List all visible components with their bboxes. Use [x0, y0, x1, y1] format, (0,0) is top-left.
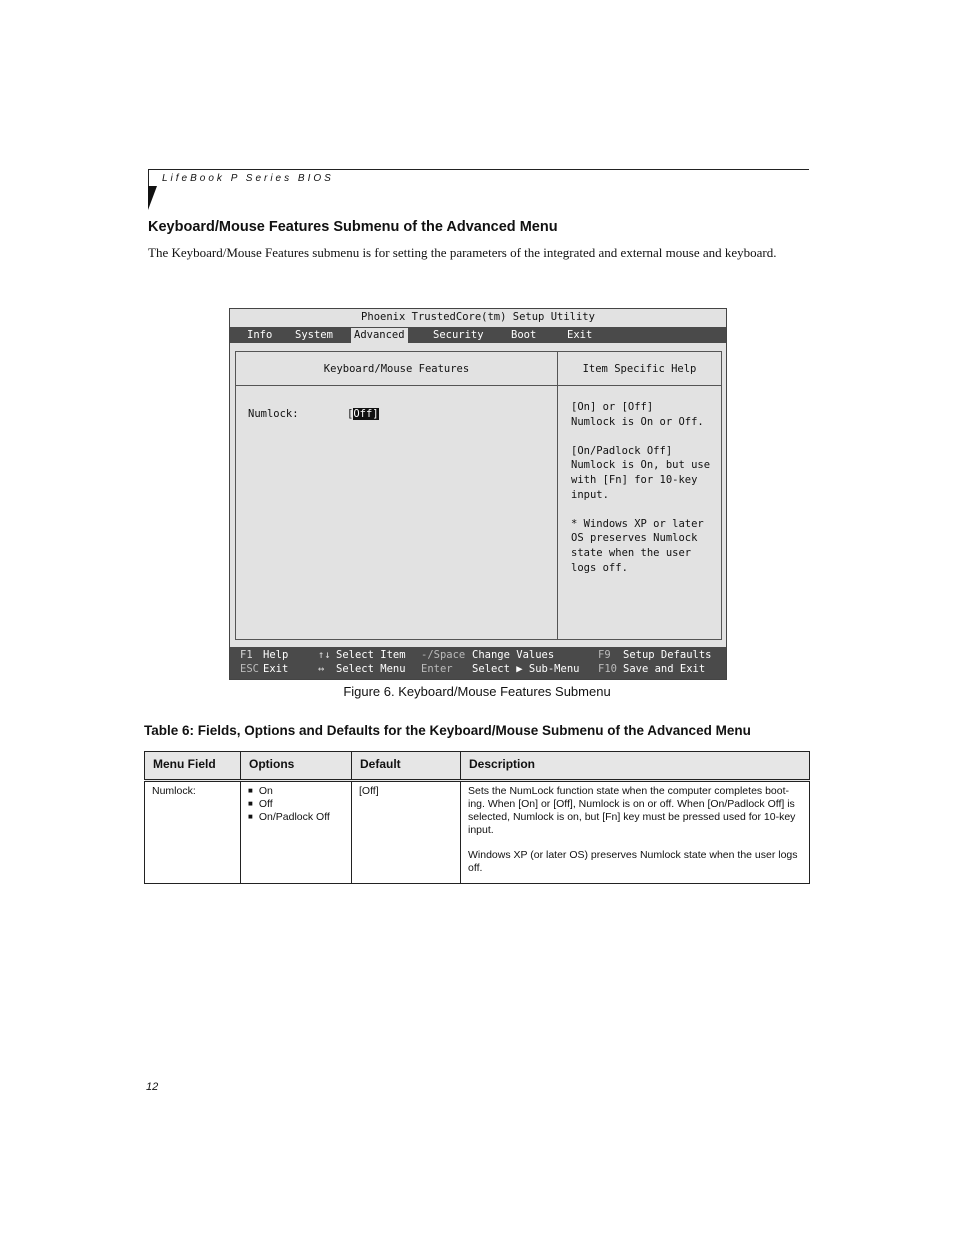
- bios-panel: [235, 351, 722, 640]
- header-wedge-mark: [148, 186, 157, 210]
- footer-save-exit: Save and Exit: [623, 663, 706, 675]
- figure-caption: Figure 6. Keyboard/Mouse Features Submenu: [343, 684, 611, 699]
- footer-select-item: Select Item: [336, 649, 406, 661]
- bios-menu-exit[interactable]: Exit: [567, 329, 593, 341]
- col-header-menu-field: Menu Field: [145, 752, 241, 781]
- key-left-right-arrows: ↔: [318, 663, 325, 675]
- section-body: The Keyboard/Mouse Features submenu is for setting the parameters of the integrated and external mouse and keyboard.: [148, 245, 777, 260]
- fields-table: [144, 751, 810, 884]
- col-header-description: Description: [461, 752, 810, 781]
- panel-divider: [557, 352, 558, 639]
- bios-menu-boot[interactable]: Boot: [511, 329, 537, 341]
- numlock-bracket: [: [347, 408, 354, 420]
- table-title: Table 6: Fields, Options and Defaults for the Keyboard/Mouse Submenu of the Advanced Menu: [144, 723, 751, 738]
- key-f1: F1: [240, 649, 253, 661]
- key-minus-space: -/Space: [421, 649, 466, 661]
- col-header-options: Options: [241, 752, 352, 781]
- bios-menu-system[interactable]: System: [295, 329, 333, 341]
- key-up-down-arrows: ↑↓: [318, 649, 331, 661]
- help-title: Item Specific Help: [582, 363, 697, 375]
- running-title: LifeBook P Series BIOS: [162, 173, 334, 184]
- panel-title: Keyboard/Mouse Features: [323, 363, 470, 375]
- option-item: ■ On/Padlock Off: [248, 811, 344, 824]
- section-title: Keyboard/Mouse Features Submenu of the Advanced Menu: [148, 219, 558, 235]
- key-f9: F9: [598, 649, 611, 661]
- description-paragraph: Sets the NumLock function state when the computer completes boot-ing. When [On] or [Off], Numlock is on or off. When [On/Padlock Off] is selected, Numlock is on, but [Fn] key must be pressed used for 10-key input.: [468, 785, 796, 836]
- key-enter: Enter: [421, 663, 453, 675]
- bios-footer: [230, 647, 726, 679]
- cell-menu-field: Numlock:: [145, 781, 241, 884]
- footer-help: Help: [263, 649, 289, 661]
- table-row: [145, 781, 810, 884]
- cell-description: [461, 781, 810, 884]
- bios-screen: [229, 308, 727, 680]
- numlock-selected-value[interactable]: Off]: [353, 408, 379, 420]
- key-esc: ESC: [240, 663, 259, 675]
- key-f10: F10: [598, 663, 617, 675]
- item-help-text: [On] or [Off] Numlock is On or Off. [On/Padlock Off] Numlock is On, but use with [Fn] for 10-key input. * Windows XP or later OS preserves Numlock state when the user logs off.: [571, 401, 711, 574]
- description-paragraph: Windows XP (or later OS) preserves Numlock state when the user logs off.: [468, 849, 798, 874]
- col-header-default: Default: [352, 752, 461, 781]
- panel-header-rule: [236, 385, 721, 386]
- table-header-row: [145, 752, 810, 781]
- bios-menu-advanced[interactable]: Advanced: [351, 328, 408, 343]
- footer-select-submenu: Select ▶ Sub-Menu: [472, 663, 580, 675]
- cell-default: [Off]: [352, 781, 461, 884]
- footer-select-menu: Select Menu: [336, 663, 406, 675]
- cell-options: [241, 781, 352, 884]
- footer-setup-defaults: Setup Defaults: [623, 649, 712, 661]
- bios-menu-bar: [230, 327, 726, 343]
- numlock-value[interactable]: [347, 408, 379, 420]
- option-item: ■ Off: [248, 798, 344, 811]
- footer-exit: Exit: [263, 663, 289, 675]
- option-item: ■ On: [248, 785, 344, 798]
- bios-menu-info[interactable]: Info: [247, 329, 273, 341]
- page-number: 12: [146, 1081, 159, 1093]
- bios-menu-security[interactable]: Security: [433, 329, 484, 341]
- bios-title: Phoenix TrustedCore(tm) Setup Utility: [361, 311, 595, 323]
- numlock-label: Numlock:: [248, 408, 299, 420]
- header-rule: [148, 169, 809, 170]
- footer-change-values: Change Values: [472, 649, 555, 661]
